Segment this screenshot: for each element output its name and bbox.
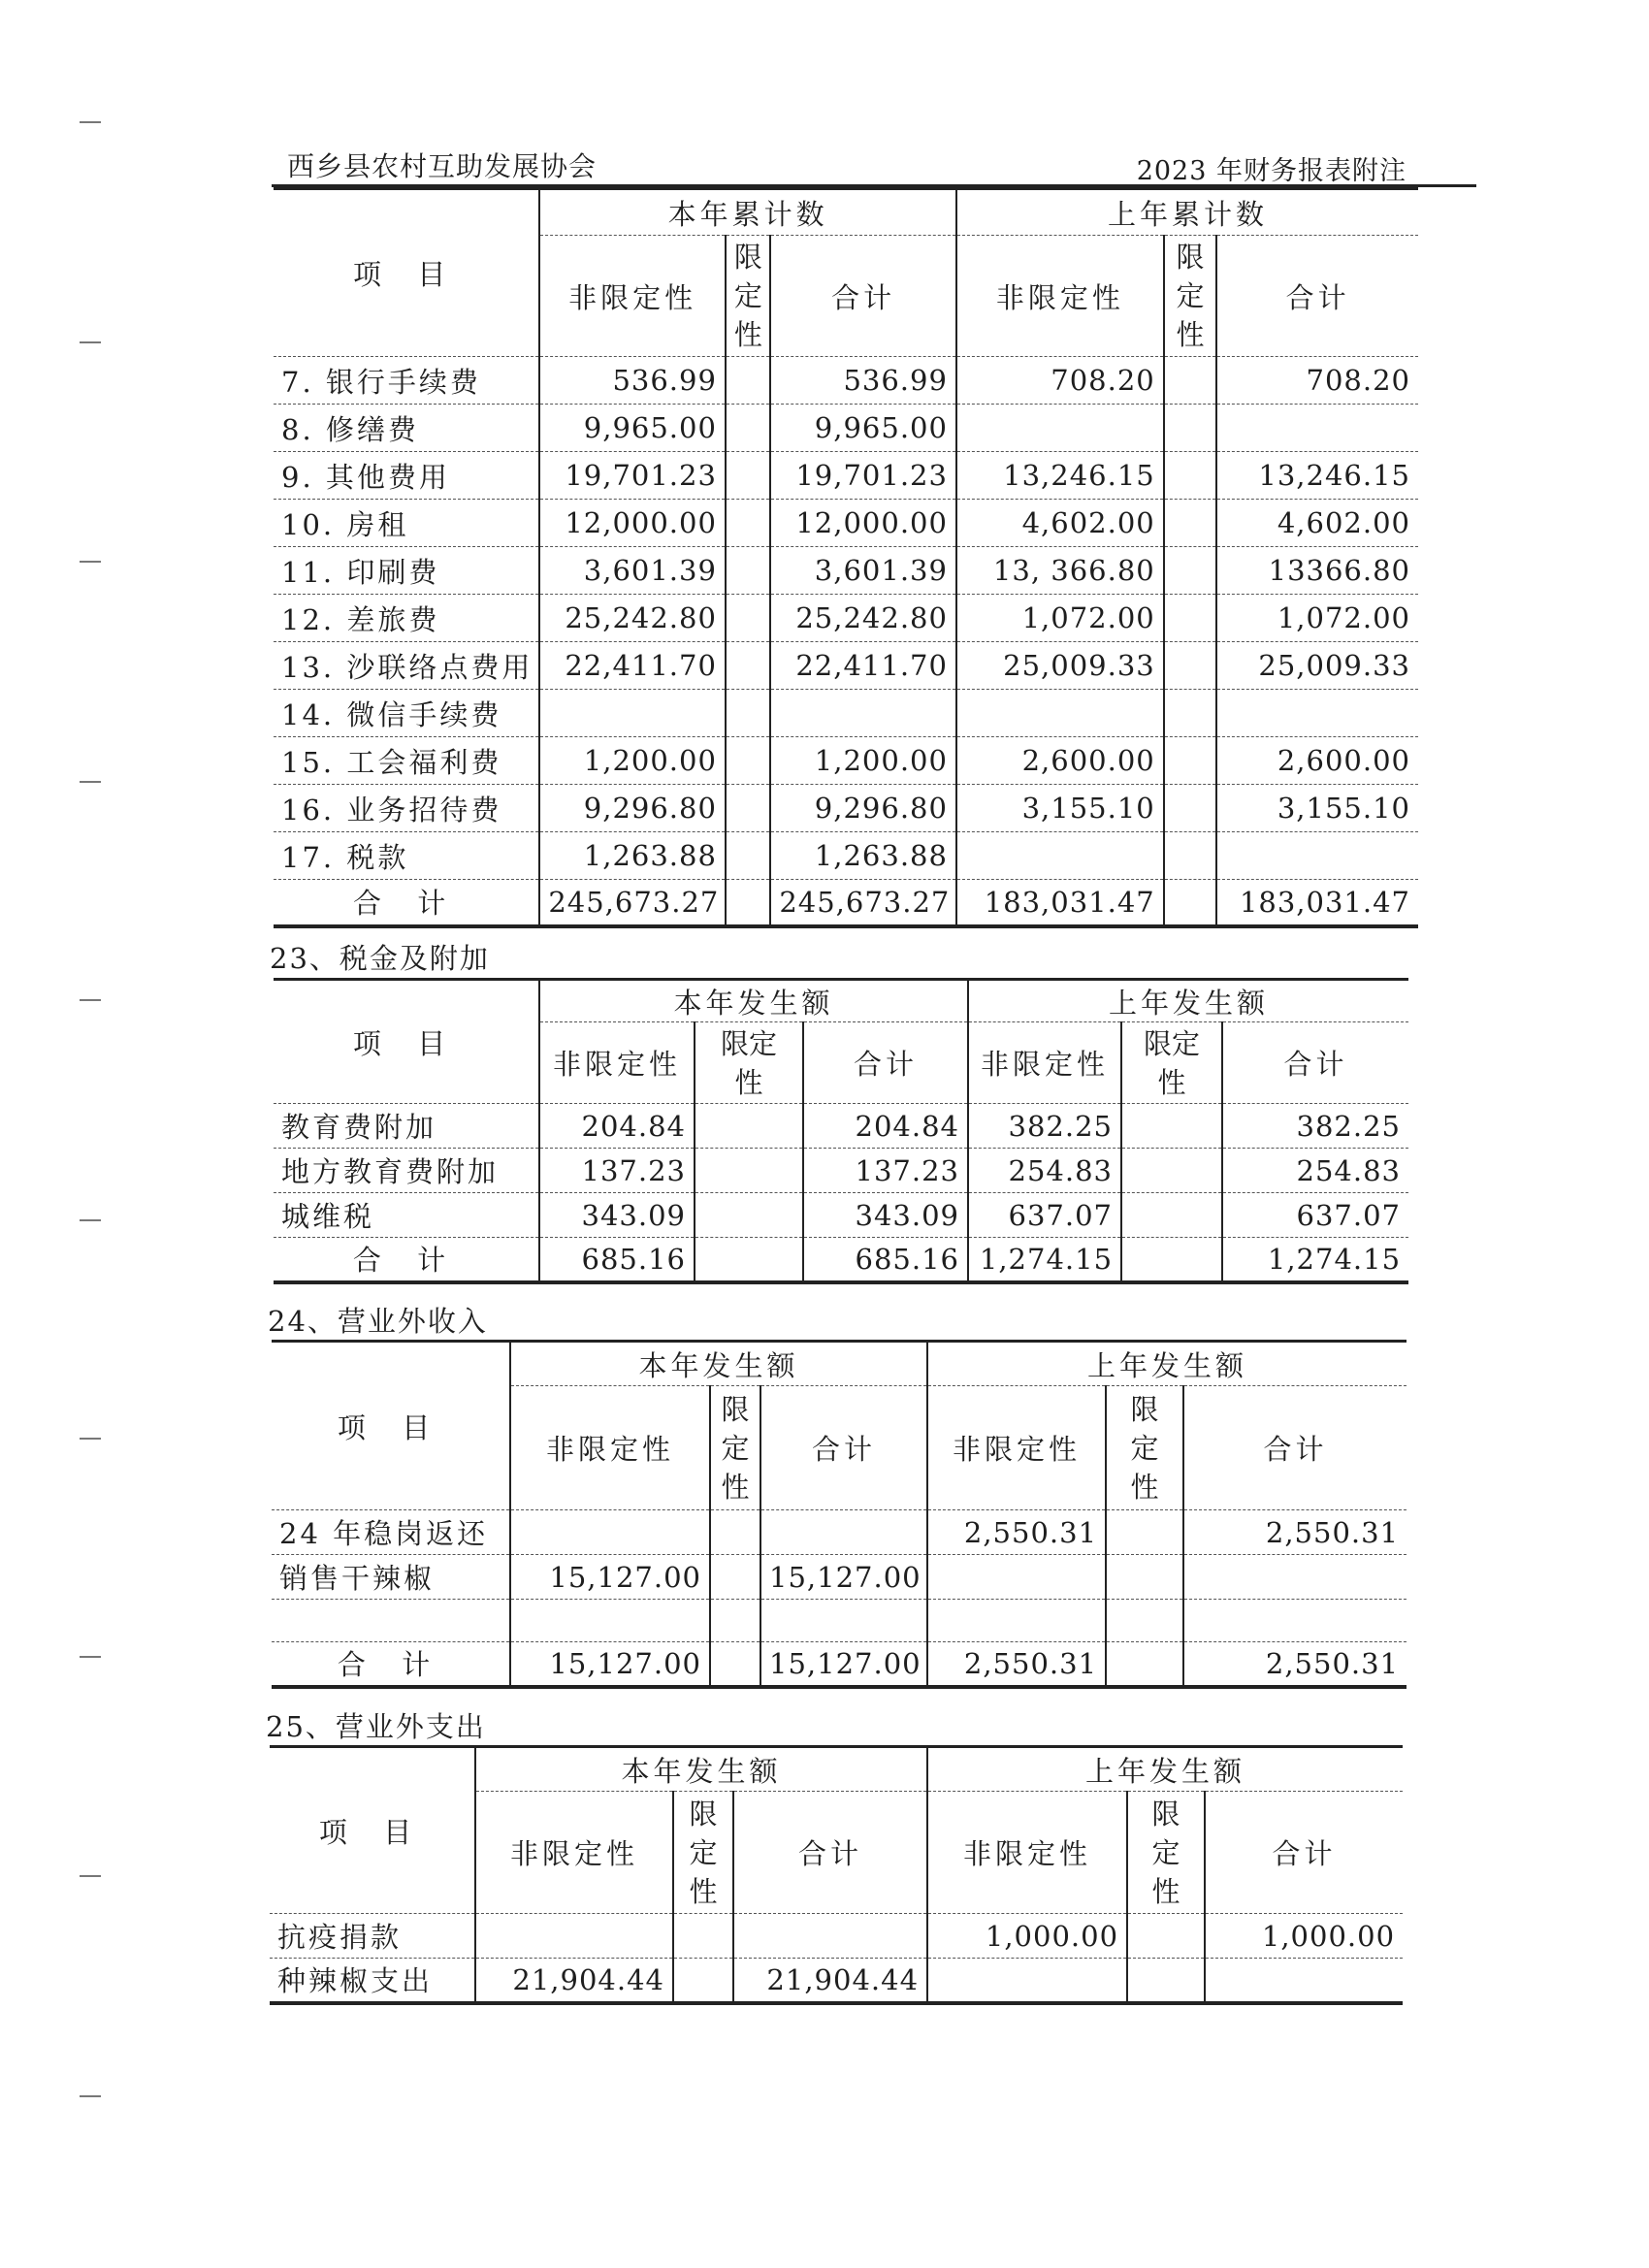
cell bbox=[733, 1914, 927, 1959]
cell bbox=[695, 1104, 803, 1149]
cell: 1,072.00 bbox=[1216, 595, 1418, 642]
cell bbox=[1164, 405, 1216, 452]
cell: 343.09 bbox=[803, 1193, 968, 1238]
cell: 13,246.15 bbox=[1216, 452, 1418, 500]
total-header: 合计 bbox=[733, 1792, 927, 1914]
total-header: 合计 bbox=[1222, 1022, 1408, 1104]
cell bbox=[1216, 832, 1418, 880]
cell bbox=[510, 1510, 710, 1555]
row-label: 城维税 bbox=[274, 1193, 539, 1238]
table-row bbox=[274, 357, 1418, 405]
cell bbox=[927, 1600, 1106, 1642]
cell: 382.25 bbox=[968, 1104, 1121, 1149]
item-header: 项 目 bbox=[272, 1342, 510, 1510]
margin-mark bbox=[80, 1875, 101, 1877]
cell: 137.23 bbox=[539, 1149, 695, 1193]
prior-year-header: 上年累计数 bbox=[956, 189, 1418, 236]
cell: 15,127.00 bbox=[760, 1642, 927, 1687]
cell bbox=[956, 832, 1164, 880]
table-row bbox=[274, 1149, 1408, 1193]
cell bbox=[726, 690, 770, 737]
cell: 13, 366.80 bbox=[956, 547, 1164, 595]
cell bbox=[1216, 690, 1418, 737]
total-header: 合计 bbox=[1205, 1792, 1403, 1914]
table-row bbox=[274, 452, 1418, 500]
cell bbox=[710, 1642, 760, 1687]
cell bbox=[710, 1555, 760, 1600]
cell: 21,904.44 bbox=[733, 1959, 927, 2003]
restricted-header: 限定 性 bbox=[1121, 1022, 1222, 1104]
total-row bbox=[272, 1642, 1406, 1687]
cell bbox=[1164, 595, 1216, 642]
table-row bbox=[272, 1510, 1406, 1555]
cell bbox=[726, 405, 770, 452]
cell bbox=[1164, 737, 1216, 785]
restricted-header: 限 定 性 bbox=[1164, 236, 1216, 357]
margin-mark bbox=[80, 1656, 101, 1658]
total-header: 合计 bbox=[803, 1022, 968, 1104]
cell bbox=[1121, 1193, 1222, 1238]
total-header: 合计 bbox=[1183, 1386, 1406, 1510]
current-year-header: 本年发生额 bbox=[475, 1747, 927, 1792]
table-row bbox=[274, 832, 1418, 880]
cell: 13366.80 bbox=[1216, 547, 1418, 595]
restricted-header: 限 定 性 bbox=[1106, 1386, 1183, 1510]
prior-year-header: 上年发生额 bbox=[927, 1342, 1406, 1386]
table-row bbox=[274, 1104, 1408, 1149]
cell bbox=[539, 690, 726, 737]
cell: 4,602.00 bbox=[956, 500, 1164, 547]
margin-mark bbox=[80, 999, 101, 1001]
cell: 12,000.00 bbox=[770, 500, 956, 547]
cell bbox=[1121, 1104, 1222, 1149]
cell: 343.09 bbox=[539, 1193, 695, 1238]
cell: 3,601.39 bbox=[770, 547, 956, 595]
cell bbox=[760, 1600, 927, 1642]
total-label: 合 计 bbox=[274, 880, 539, 926]
cell: 1,274.15 bbox=[968, 1238, 1121, 1282]
unrestricted-header: 非限定性 bbox=[956, 236, 1164, 357]
cell bbox=[770, 690, 956, 737]
cell: 1,263.88 bbox=[770, 832, 956, 880]
table-row bbox=[274, 785, 1418, 832]
row-label: 13. 沙联络点费用 bbox=[274, 642, 539, 690]
cell: 1,000.00 bbox=[927, 1914, 1127, 1959]
cell: 2,550.31 bbox=[1183, 1510, 1406, 1555]
row-label: 教育费附加 bbox=[274, 1104, 539, 1149]
prior-year-header: 上年发生额 bbox=[927, 1747, 1403, 1792]
cell: 9,296.80 bbox=[539, 785, 726, 832]
cell: 13,246.15 bbox=[956, 452, 1164, 500]
cell bbox=[1106, 1642, 1183, 1687]
cell bbox=[726, 880, 770, 926]
row-label: 9. 其他费用 bbox=[274, 452, 539, 500]
cell: 3,155.10 bbox=[956, 785, 1164, 832]
row-label: 7. 银行手续费 bbox=[274, 357, 539, 405]
cell bbox=[726, 500, 770, 547]
cell: 15,127.00 bbox=[510, 1555, 710, 1600]
cell bbox=[475, 1914, 673, 1959]
cell: 536.99 bbox=[539, 357, 726, 405]
cell: 637.07 bbox=[1222, 1193, 1408, 1238]
unrestricted-header: 非限定性 bbox=[927, 1386, 1106, 1510]
unrestricted-header: 非限定性 bbox=[927, 1792, 1127, 1914]
cell bbox=[1164, 880, 1216, 926]
cell bbox=[673, 1914, 733, 1959]
cell bbox=[956, 405, 1164, 452]
cell: 25,242.80 bbox=[539, 595, 726, 642]
restricted-header: 限定 性 bbox=[695, 1022, 803, 1104]
total-row bbox=[274, 1238, 1408, 1282]
cell: 2,600.00 bbox=[1216, 737, 1418, 785]
cell bbox=[726, 832, 770, 880]
table-row bbox=[274, 405, 1418, 452]
cell bbox=[1205, 1959, 1403, 2003]
row-label: 14. 微信手续费 bbox=[274, 690, 539, 737]
non-operating-expense-table bbox=[270, 1745, 1403, 2005]
row-label: 24 年稳岗返还 bbox=[272, 1510, 510, 1555]
cell bbox=[927, 1959, 1127, 2003]
margin-mark bbox=[80, 1438, 101, 1440]
non-operating-income-table bbox=[272, 1340, 1406, 1689]
cell: 2,600.00 bbox=[956, 737, 1164, 785]
cell bbox=[710, 1510, 760, 1555]
cell: 685.16 bbox=[803, 1238, 968, 1282]
current-year-header: 本年发生额 bbox=[539, 980, 968, 1022]
cell: 21,904.44 bbox=[475, 1959, 673, 2003]
cell bbox=[1164, 785, 1216, 832]
cell: 183,031.47 bbox=[1216, 880, 1418, 926]
total-row bbox=[274, 880, 1418, 926]
cell bbox=[1121, 1238, 1222, 1282]
cell: 9,296.80 bbox=[770, 785, 956, 832]
margin-mark bbox=[80, 121, 101, 123]
cell bbox=[1183, 1555, 1406, 1600]
org-name: 西乡县农村互助发展协会 bbox=[287, 150, 598, 182]
item-header: 项 目 bbox=[270, 1747, 475, 1914]
cell: 3,601.39 bbox=[539, 547, 726, 595]
section-title: 25、营业外支出 bbox=[266, 1710, 486, 1743]
cell: 708.20 bbox=[1216, 357, 1418, 405]
cell: 685.16 bbox=[539, 1238, 695, 1282]
row-label bbox=[272, 1600, 510, 1642]
cell: 1,000.00 bbox=[1205, 1914, 1403, 1959]
cell: 2,550.31 bbox=[927, 1510, 1106, 1555]
restricted-header: 限 定 性 bbox=[673, 1792, 733, 1914]
cell bbox=[510, 1600, 710, 1642]
cell: 183,031.47 bbox=[956, 880, 1164, 926]
cell bbox=[1106, 1600, 1183, 1642]
cell: 9,965.00 bbox=[770, 405, 956, 452]
section-title: 24、营业外收入 bbox=[268, 1305, 488, 1338]
table-row bbox=[274, 642, 1418, 690]
cell bbox=[1216, 405, 1418, 452]
restricted-header: 限 定 性 bbox=[710, 1386, 760, 1510]
cell bbox=[1127, 1914, 1205, 1959]
restricted-header: 限 定 性 bbox=[1127, 1792, 1205, 1914]
cell bbox=[1164, 357, 1216, 405]
row-label: 地方教育费附加 bbox=[274, 1149, 539, 1193]
table-row bbox=[274, 1193, 1408, 1238]
margin-mark bbox=[80, 1219, 101, 1221]
cell: 254.83 bbox=[1222, 1149, 1408, 1193]
cell: 2,550.31 bbox=[1183, 1642, 1406, 1687]
cell: 637.07 bbox=[968, 1193, 1121, 1238]
cell: 22,411.70 bbox=[539, 642, 726, 690]
cell: 137.23 bbox=[803, 1149, 968, 1193]
cell bbox=[726, 642, 770, 690]
cell: 12,000.00 bbox=[539, 500, 726, 547]
cell bbox=[726, 452, 770, 500]
cell bbox=[726, 357, 770, 405]
unrestricted-header: 非限定性 bbox=[539, 1022, 695, 1104]
margin-mark bbox=[80, 341, 101, 343]
cell: 204.84 bbox=[539, 1104, 695, 1149]
total-header: 合计 bbox=[760, 1386, 927, 1510]
row-label: 15. 工会福利费 bbox=[274, 737, 539, 785]
cell bbox=[695, 1149, 803, 1193]
cell: 254.83 bbox=[968, 1149, 1121, 1193]
cell: 1,200.00 bbox=[539, 737, 726, 785]
cell: 3,155.10 bbox=[1216, 785, 1418, 832]
cell bbox=[1121, 1149, 1222, 1193]
cell bbox=[1164, 500, 1216, 547]
section-title: 23、税金及附加 bbox=[270, 942, 490, 975]
item-header: 项 目 bbox=[274, 980, 539, 1104]
cell bbox=[1164, 547, 1216, 595]
cell bbox=[1183, 1600, 1406, 1642]
cell: 1,274.15 bbox=[1222, 1238, 1408, 1282]
table-row bbox=[274, 500, 1418, 547]
cell: 19,701.23 bbox=[539, 452, 726, 500]
report-title: 2023 年财务报表附注 bbox=[1136, 156, 1406, 186]
total-header: 合计 bbox=[770, 236, 956, 357]
cell bbox=[927, 1555, 1106, 1600]
cell: 1,263.88 bbox=[539, 832, 726, 880]
cell bbox=[1164, 832, 1216, 880]
prior-year-header: 上年发生额 bbox=[968, 980, 1408, 1022]
table-row bbox=[270, 1959, 1403, 2003]
cell: 15,127.00 bbox=[510, 1642, 710, 1687]
cell: 15,127.00 bbox=[760, 1555, 927, 1600]
table-row bbox=[274, 737, 1418, 785]
cell bbox=[695, 1193, 803, 1238]
cell: 4,602.00 bbox=[1216, 500, 1418, 547]
table-row bbox=[272, 1555, 1406, 1600]
cell: 245,673.27 bbox=[770, 880, 956, 926]
cell bbox=[710, 1600, 760, 1642]
cell: 25,242.80 bbox=[770, 595, 956, 642]
expense-table bbox=[274, 187, 1418, 928]
cell: 25,009.33 bbox=[956, 642, 1164, 690]
cell: 536.99 bbox=[770, 357, 956, 405]
unrestricted-header: 非限定性 bbox=[968, 1022, 1121, 1104]
tax-surcharge-table bbox=[274, 978, 1408, 1284]
cell bbox=[726, 547, 770, 595]
cell: 382.25 bbox=[1222, 1104, 1408, 1149]
cell: 1,200.00 bbox=[770, 737, 956, 785]
row-label: 抗疫捐款 bbox=[270, 1914, 475, 1959]
row-label: 17. 税款 bbox=[274, 832, 539, 880]
restricted-header: 限 定 性 bbox=[726, 236, 770, 357]
cell bbox=[1164, 452, 1216, 500]
table-row bbox=[274, 690, 1418, 737]
row-label: 16. 业务招待费 bbox=[274, 785, 539, 832]
cell: 1,072.00 bbox=[956, 595, 1164, 642]
row-label: 销售干辣椒 bbox=[272, 1555, 510, 1600]
total-label: 合 计 bbox=[272, 1642, 510, 1687]
cell: 2,550.31 bbox=[927, 1642, 1106, 1687]
cell bbox=[1106, 1510, 1183, 1555]
cell bbox=[956, 690, 1164, 737]
row-label: 11. 印刷费 bbox=[274, 547, 539, 595]
row-label: 8. 修缮费 bbox=[274, 405, 539, 452]
unrestricted-header: 非限定性 bbox=[475, 1792, 673, 1914]
cell bbox=[726, 595, 770, 642]
cell: 19,701.23 bbox=[770, 452, 956, 500]
table-row bbox=[274, 547, 1418, 595]
table-row bbox=[272, 1600, 1406, 1642]
cell bbox=[695, 1238, 803, 1282]
table-row bbox=[274, 595, 1418, 642]
margin-mark bbox=[80, 2095, 101, 2097]
cell bbox=[1164, 690, 1216, 737]
cell: 25,009.33 bbox=[1216, 642, 1418, 690]
cell bbox=[673, 1959, 733, 2003]
row-label: 种辣椒支出 bbox=[270, 1959, 475, 2003]
item-header: 项 目 bbox=[274, 189, 539, 357]
cell bbox=[726, 737, 770, 785]
row-label: 12. 差旅费 bbox=[274, 595, 539, 642]
cell: 9,965.00 bbox=[539, 405, 726, 452]
margin-mark bbox=[80, 781, 101, 783]
cell: 708.20 bbox=[956, 357, 1164, 405]
cell: 245,673.27 bbox=[539, 880, 726, 926]
cell bbox=[726, 785, 770, 832]
unrestricted-header: 非限定性 bbox=[510, 1386, 710, 1510]
table-row bbox=[270, 1914, 1403, 1959]
total-header: 合计 bbox=[1216, 236, 1418, 357]
row-label: 10. 房租 bbox=[274, 500, 539, 547]
total-label: 合 计 bbox=[274, 1238, 539, 1282]
cell bbox=[760, 1510, 927, 1555]
cell bbox=[1127, 1959, 1205, 2003]
cell: 22,411.70 bbox=[770, 642, 956, 690]
current-year-header: 本年发生额 bbox=[510, 1342, 927, 1386]
cell bbox=[1164, 642, 1216, 690]
margin-mark bbox=[80, 561, 101, 563]
cell bbox=[1106, 1555, 1183, 1600]
current-year-header: 本年累计数 bbox=[539, 189, 956, 236]
cell: 204.84 bbox=[803, 1104, 968, 1149]
unrestricted-header: 非限定性 bbox=[539, 236, 726, 357]
